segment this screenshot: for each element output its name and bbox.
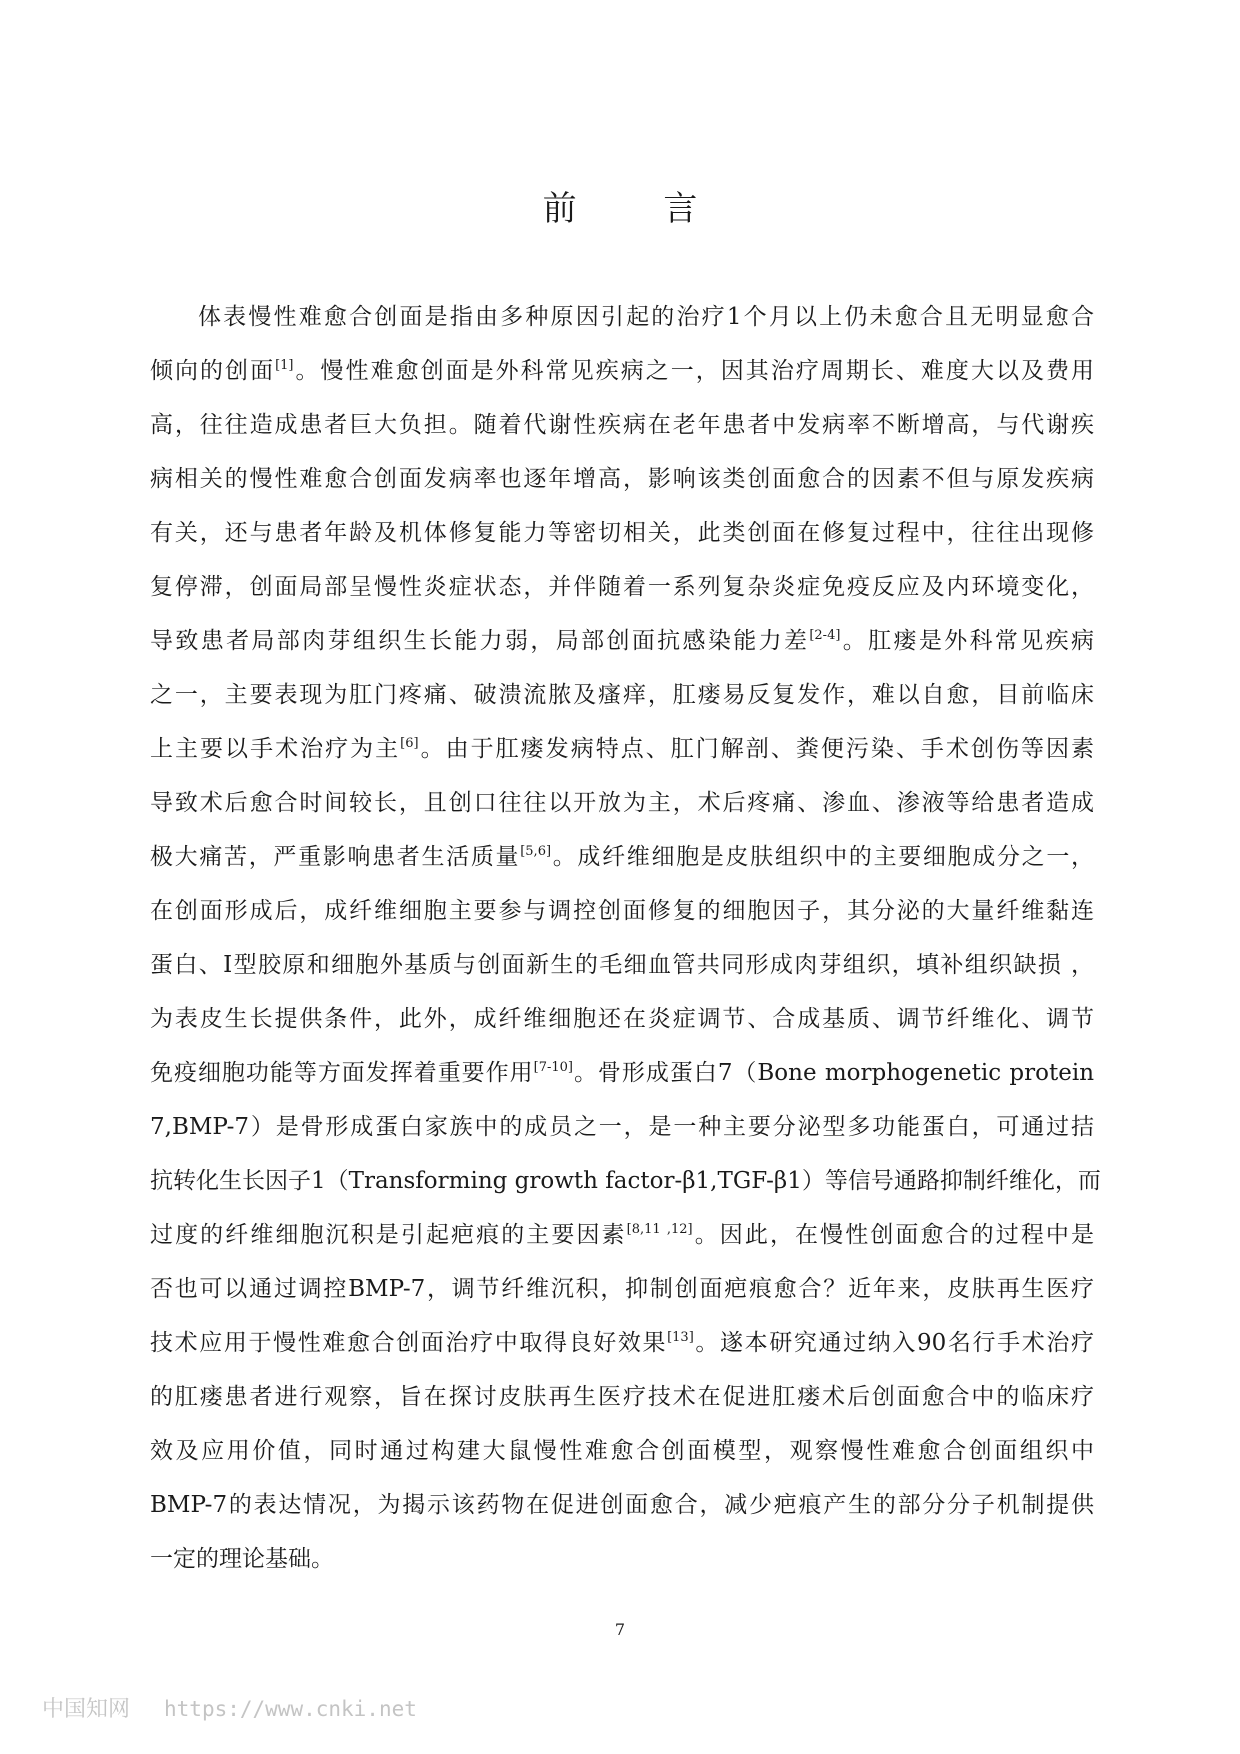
text-line: BMP-7的表达情况，为揭示该药物在促进创面愈合，减少疤痕产生的部分分子机制提供: [150, 1492, 1094, 1518]
watermark-url: https://www.cnki.net: [164, 1697, 417, 1721]
citation: [1]: [275, 358, 294, 373]
text-line: 倾向的创面[1]。慢性难愈创面是外科常见疾病之一，因其治疗周期长、难度大以及费用: [150, 358, 1094, 384]
text-line: 导致术后愈合时间较长，且创口往往以开放为主，术后疼痛、渗血、渗液等给患者造成: [150, 790, 1094, 816]
citation: [6]: [400, 736, 419, 751]
text-line: 技术应用于慢性难愈合创面治疗中取得良好效果[13]。遂本研究通过纳入90名行手术治疗: [150, 1330, 1094, 1356]
text-line: 有关，还与患者年龄及机体修复能力等密切相关，此类创面在修复过程中，往往出现修: [150, 520, 1094, 546]
text-line: 为表皮生长提供条件，此外，成纤维细胞还在炎症调节、合成基质、调节纤维化、调节: [150, 1006, 1094, 1032]
text-line: 一定的理论基础。: [150, 1546, 334, 1572]
text-line: 复停滞，创面局部呈慢性炎症状态，并伴随着一系列复杂炎症免疫反应及内环境变化，: [150, 574, 1094, 600]
text-line: 蛋白、I型胶原和细胞外基质与创面新生的毛细血管共同形成肉芽组织，填补组织缺损 ，: [150, 952, 1094, 978]
page-title: 前 言: [542, 188, 736, 229]
preface-paragraph: [150, 290, 1101, 1586]
text-line: 高，往往造成患者巨大负担。随着代谢性疾病在老年患者中发病率不断增高，与代谢疾: [150, 412, 1094, 438]
text-line: 导致患者局部肉芽组织生长能力弱，局部创面抗感染能力差[2-4]。肛瘘是外科常见疾病: [150, 628, 1095, 654]
text-line: 之一，主要表现为肛门疼痛、破溃流脓及瘙痒，肛瘘易反复发作，难以自愈，目前临床: [150, 682, 1094, 708]
text-line: 病相关的慢性难愈合创面发病率也逐年增高，影响该类创面愈合的因素不但与原发疾病: [150, 466, 1094, 492]
citation: [7-10]: [533, 1060, 573, 1075]
citation: [8,11 ,12]: [626, 1222, 693, 1237]
text-line: 极大痛苦，严重影响患者生活质量[5,6]。成纤维细胞是皮肤组织中的主要细胞成分之一，: [150, 844, 1095, 870]
citation: [5,6]: [520, 844, 552, 859]
text-line: 在创面形成后，成纤维细胞主要参与调控创面修复的细胞因子，其分泌的大量纤维黏连: [150, 898, 1094, 924]
text-line: 7,BMP-7）是骨形成蛋白家族中的成员之一，是一种主要分泌型多功能蛋白，可通过拮: [150, 1114, 1094, 1140]
text-line: 的肛瘘患者进行观察，旨在探讨皮肤再生医疗技术在促进肛瘘术后创面愈合中的临床疗: [150, 1384, 1094, 1410]
citation: [13]: [667, 1330, 694, 1345]
watermark-site-name: 中国知网: [42, 1697, 131, 1722]
cnki-watermark: [42, 1692, 417, 1723]
citation: [2-4]: [809, 628, 841, 643]
text-line: 抗转化生长因子1（Transforming growth factor-β1,TGF-β1）等信号通路抑制纤维化，而: [150, 1168, 1101, 1194]
text-line: 免疫细胞功能等方面发挥着重要作用[7-10]。骨形成蛋白7（Bone morphogenetic protein: [150, 1060, 1095, 1086]
text-line: 体表慢性难愈合创面是指由多种原因引起的治疗1个月以上仍未愈合且无明显愈合: [198, 304, 1094, 330]
text-line: 过度的纤维细胞沉积是引起疤痕的主要因素[8,11 ,12]。因此，在慢性创面愈合的过程中是: [150, 1222, 1094, 1248]
text-line: 效及应用价值，同时通过构建大鼠慢性难愈合创面模型，观察慢性难愈合创面组织中: [150, 1438, 1094, 1464]
text-line: 否也可以通过调控BMP-7，调节纤维沉积，抑制创面疤痕愈合？近年来，皮肤再生医疗: [150, 1276, 1094, 1302]
text-line: 上主要以手术治疗为主[6]。由于肛瘘发病特点、肛门解剖、粪便污染、手术创伤等因素: [150, 736, 1094, 762]
page-number: 7: [614, 1620, 626, 1639]
